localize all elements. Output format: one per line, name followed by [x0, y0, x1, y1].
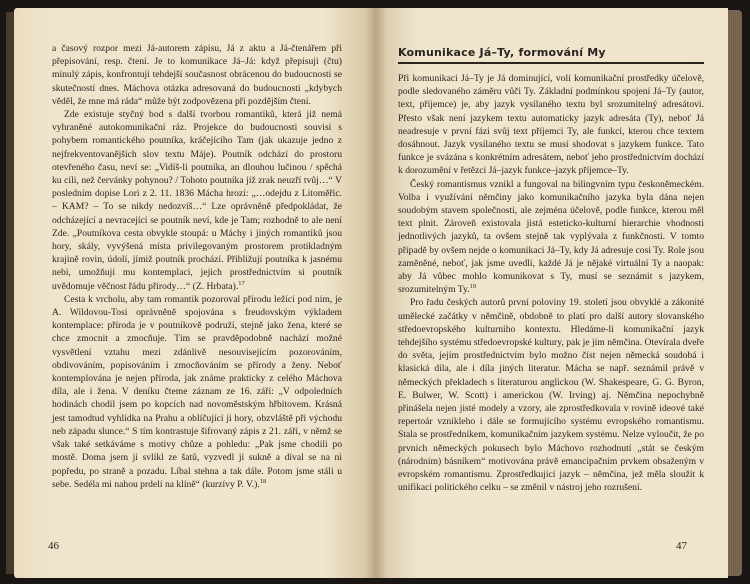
footnote-mark: 18	[259, 477, 267, 485]
chapter-heading: Komunikace Já–Ty, formování My	[398, 46, 704, 64]
left-page	[14, 8, 376, 578]
page-number-left: 46	[48, 540, 59, 552]
right-page-edges	[728, 10, 742, 576]
right-page	[376, 8, 728, 578]
left-paragraph-3	[52, 293, 342, 491]
footnote-mark: 19	[469, 283, 477, 291]
right-paragraph-1: Při komunikaci Já–Ty je Já dominující, volí komunikační prostředky účelově, podle sledovaného záměru vůči Ty. Základní podmínkou spojení Já–Ty (autor, text, příjemce) je, aby jazyk vysílaného textu byl srozumitelný adresátovi. Přesto však není jazykem textu automaticky jazyk adresáta (Ty), neboť Já neadresuje v první fázi svůj text příjemci Ty, ale funkci, kterou chce textem dosáhnout. Jazyk vysílaného textu se musí shodovat s jazykem funkce. Tato funkce je svázána s konkrétním adresátem, neboť jeho prostřednictvím dochází k dorozumění v řetězci Já–jazyk funkce–jazyk příjemce–Ty.	[398, 73, 704, 177]
right-paragraph-2	[398, 178, 704, 297]
left-paragraph-3-text: Cesta k vrcholu, aby tam romantik pozoroval přírodu ležící pod ním, je A. Wildovou-Tosi oprávněně spojována s freudovským výkladem kontemplace: příroda je v poutníkově podruží, stejně jako žena, které se chce zmocnit a zmocňuje. Tím se pravděpodobně nachází možné vysvětlení vztahu mezi zdánlivě nesouvisejícím pozorováním, obdivováním, popisováním i zmocňováním se přírody a ženy. Neboť kontemplována je nejen příroda, jak známe prakticky z celého Máchova díla, ale i žena. V deníku čteme záznam ze 16. září: „V odpoledních hodinách chodil jsem po kopcích nad novoměstským hřbitovem. Krásná jest tamodtud vyhlídka na Prahu a oblíčující ji hory, obzvláště při východu neb západu slunce.“ S tím kontrastuje šifrovaný zápis z 21. září, v němž se však také setkáváme s motivy chůze a pohledu: „Pak jsme chodili po mostě. Doma jsem ji svlíkl ze šatů, vyzvedl jí sukně a díval se na ni popředu, po straně a pozadu. Líbal stehna a tak dále. Potom jsme stáli u sebe. Sedéla mi nahou prdelí na klíně“ (kurzívy P. V.).	[52, 293, 342, 490]
page-number-right: 47	[676, 540, 687, 552]
right-paragraph-2-text: Český romantismus vznikl a fungoval na bilingvním typu českoněmeckém. Volba i využívání němčiny jako komunikačního jazyka byla dána nejen soudobým stavem společnosti, ale zejména účelově, podle funkce, kterou měl text plnit. Zároveň existovala jistá esteticko-kulturní hierarchie vhodnosti jednotlivých jazyků, ta ovšem stejně tak vyplývala z funkčnosti. V tomto případě by ovšem nejde o komunikaci Já–Ty, kdy Já adresuje cosi Ty. Role jsou zaměněné, neboť, jak jsme uvedli, každé Já je nějaké virtuální Ty a naopak: aby Já vůbec mohlo komunikovat s Ty, musí se seznámit s jazykem, srozumitelným Ty.	[398, 178, 704, 296]
footnote-mark: 17	[238, 279, 245, 287]
left-paragraph-1: a časový rozpor mezi Já-autorem zápisu, Já z aktu a Já-čtenářem při přepisování, resp. čtení. Je to komunikace Já–Já: když přepisuji (čtu) minulý zápis, konfrontuji tehdejší současnost obrácenou do budoucnosti se skutečností dnes. Máchova otázka adresovaná do budoucnosti „kdybych věděl, že mne má ráda“ může být zodpovězena při pozdějším čtení.	[52, 43, 342, 107]
right-page-text	[398, 72, 704, 495]
right-paragraph-3: Pro řadu českých autorů první poloviny 19. století jsou obvyklé a zákonité umělecké začátky v němčině, obdobně to platí pro další autory slovanského středoevropského kulturního kontextu. Hledáme-li komunikační jazyk tehdejšího systému středoevropské kultury, pak je jím němčina. Otevírala dveře do světa, jejím prostřednictvím bylo možno číst nejen německá soudobá i klasická díla, ale i díla jiných literatur. Mácha se např. seznámil právě v německých překladech s literaturou anglickou (W. Shakespeare, G. G. Byron, E. Bulwer, W. Scott) i americkou (W. Irving) aj. Němčina nepochybně přinášela nejen jisté modely a vzory, ale zprostředkovala v rovině ideové také repertoár vznikleho i dále se formujícího systému evropského romantismu. Stala se prostředníkem, komunikačním jazykem systému. Nelze vyloučit, že po prvních německých pokusech bylo Máchovo rozhodnutí „stát se českým (národním) básníkem“ motivována právě emancipačním prvkem obsaženým v evropském romantismu. Zprostředkující jazyk – němčina, jež měla sloužit k unifikaci politického celku – se změnil v nástroj jeho rozrušení.	[398, 297, 704, 494]
left-page-text	[52, 42, 342, 491]
left-paragraph-2-text: Zde existuje styčný bod s další tvorbou romantiků, která již nemá vyhraněné autokomunikační ráz. Projekce do budoucnosti souvisí s pohybem romantického poutníka, kráčejícího Tam (jak ukazuje jedno z nejfrekventovanějších slov textu Máje). Poutník odchází do prostoru otevřeného času, neví se: „Vidíš-li poutníka, an dlouhou lučinou / spěchá ku cíli, než červánky pohynou? / Tohoto poutníka již zrak neuzří tvůj…“ V posledním dopise Lori z 2. 11. 1836 Mácha hrozí: „…odejdu z Litoměřic. – KAM? – To se nikdy nedozvíš…“ Lze oprávněně předpokládat, že odcházející a nevracející se poutník neví, kde je Tam; rozhodně to ale není Zde. „Poutníkova cesta obvykle stoupá: u Máchy i jiných romantiků jsou hory, skály, vyvýšená místa privilegovaným prostorem protikladným krajině rovin, údolí, jímiž poutník prochází. Přibližují poutníka k jasnému nebi, umožňují mu kontemplaci, jejich prostřednictvím si poutník uvědomuje věčnost řádu přírody…“ (Z. Hrbata).	[52, 109, 342, 292]
left-paragraph-2	[52, 108, 342, 293]
